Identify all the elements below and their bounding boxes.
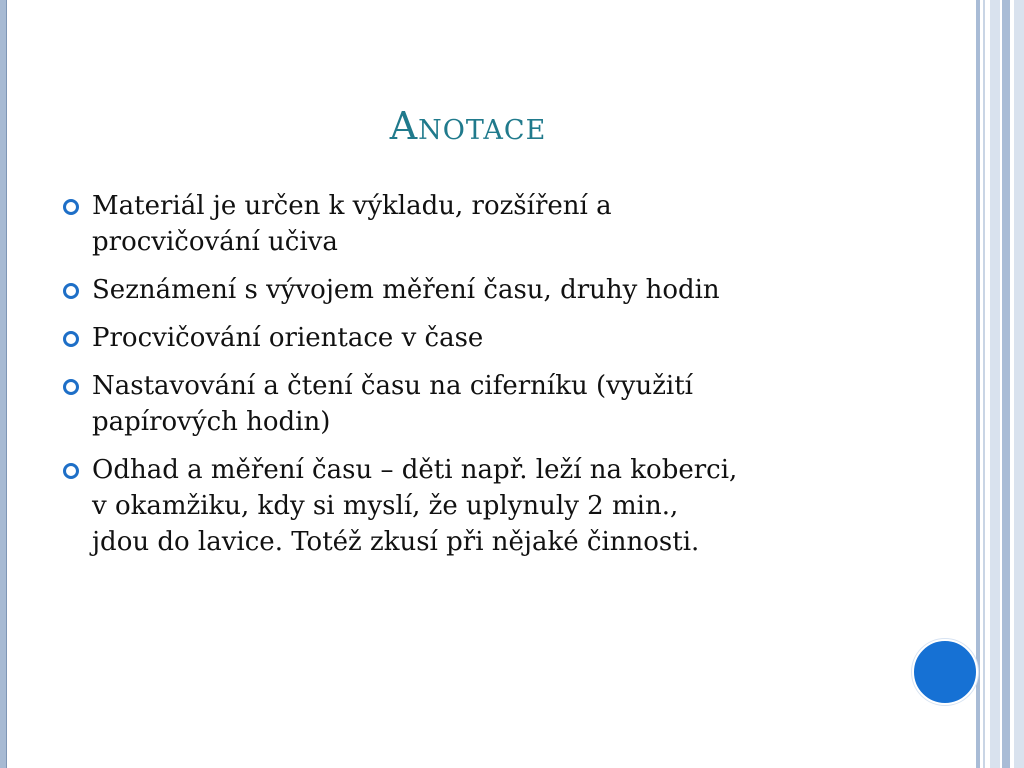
bullet-icon bbox=[63, 331, 79, 347]
bullet-text-line: Seznámení s vývojem měření času, druhy hodin bbox=[92, 275, 720, 305]
bullet-item bbox=[60, 188, 900, 260]
bullet-text-line: Materiál je určen k výkladu, rozšíření a bbox=[92, 191, 612, 221]
bullet-item bbox=[60, 272, 900, 308]
bullet-text-line: Procvičování orientace v čase bbox=[92, 323, 484, 353]
bullet-text-line: procvičování učiva bbox=[92, 227, 338, 257]
right-stripe-3 bbox=[990, 0, 1000, 768]
right-stripe-1 bbox=[976, 0, 980, 768]
slide-title: Anotace bbox=[389, 104, 547, 148]
bullet-item bbox=[60, 320, 900, 356]
bullet-item bbox=[60, 452, 900, 560]
bullet-text-line: Odhad a měření času – děti např. leží na koberci, bbox=[92, 455, 738, 485]
bullet-icon bbox=[63, 199, 79, 215]
bullet-text-line: papírových hodin) bbox=[92, 407, 331, 437]
right-stripe-4 bbox=[1002, 0, 1010, 768]
bullet-icon bbox=[63, 463, 79, 479]
right-border-frame bbox=[976, 0, 1024, 768]
bullet-text-line: Nastavování a čtení času na ciferníku (využití bbox=[92, 371, 693, 401]
right-stripe-5 bbox=[1014, 0, 1024, 768]
bullet-item bbox=[60, 368, 900, 440]
bullet-text-line: v okamžiku, kdy si myslí, že uplynuly 2 min., bbox=[92, 491, 679, 521]
bullet-icon bbox=[63, 379, 79, 395]
bullet-text-line: jdou do lavice. Totéž zkusí při nějaké činnosti. bbox=[92, 527, 700, 557]
blue-circle-icon bbox=[912, 639, 978, 705]
right-stripe-2 bbox=[983, 0, 985, 768]
bullet-icon bbox=[63, 283, 79, 299]
bullet-list bbox=[60, 188, 900, 572]
